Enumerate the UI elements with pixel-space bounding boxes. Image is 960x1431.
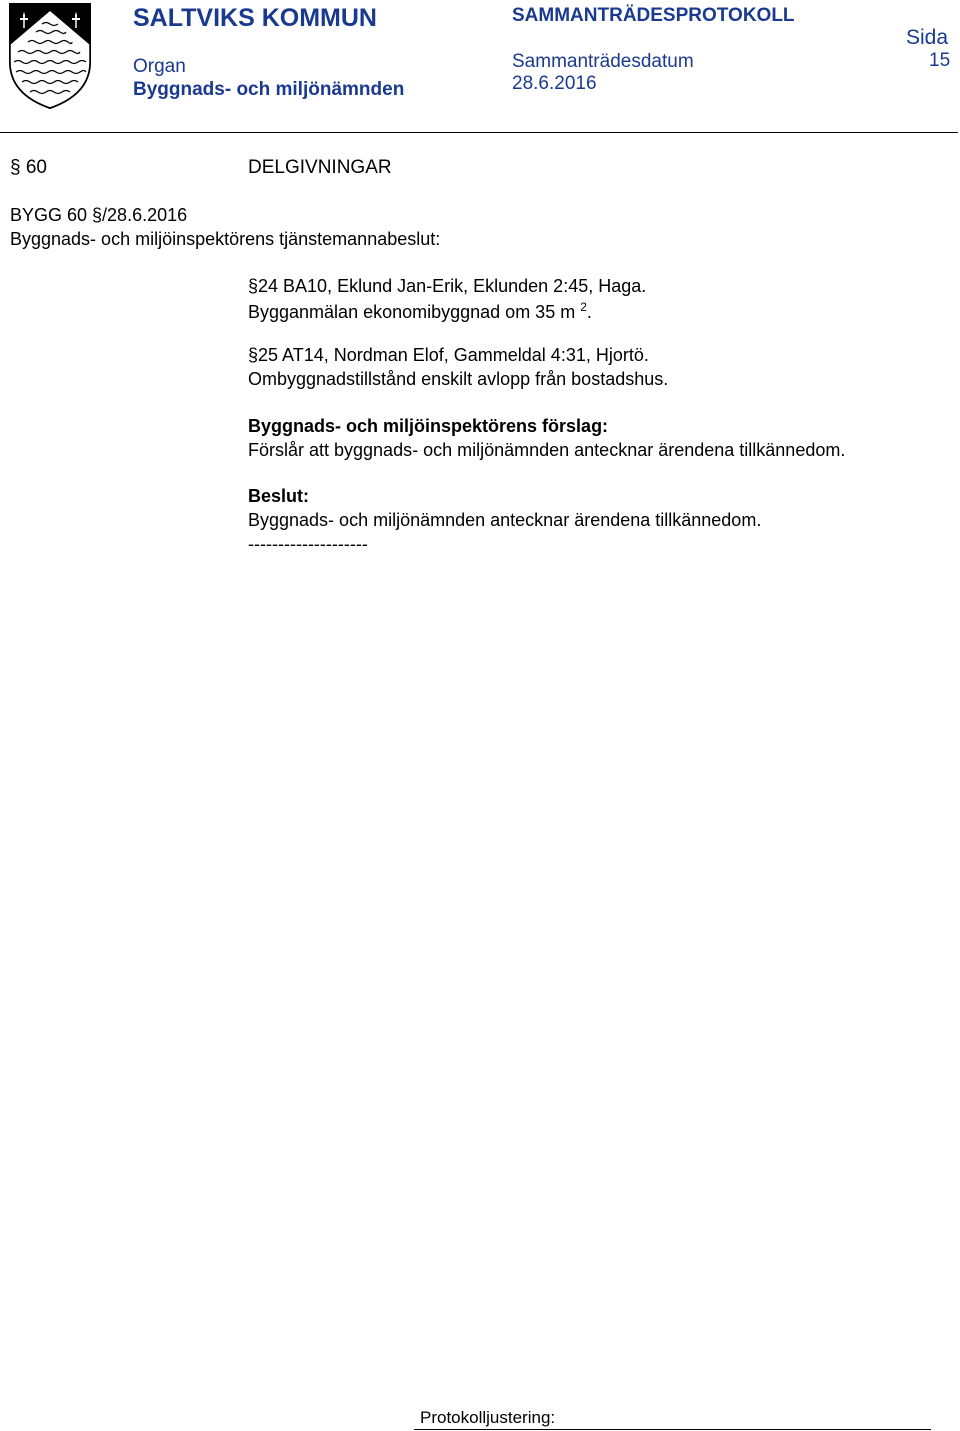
item-2-title: §25 AT14, Nordman Elof, Gammeldal 4:31, Hjortö. <box>248 345 649 365</box>
header-divider <box>0 132 958 133</box>
item-2-description: Ombyggnadstillstånd enskilt avlopp från bostadshus. <box>248 369 669 389</box>
municipal-coat-of-arms-icon <box>8 2 92 110</box>
footer-signature-line <box>414 1429 931 1430</box>
section-separator: -------------------- <box>248 534 368 554</box>
section-title: DELGIVNINGAR <box>248 157 392 178</box>
section-number: § 60 <box>10 157 47 178</box>
document-title: SAMMANTRÄDESPROTOKOLL <box>512 5 795 26</box>
proposal-text: Förslår att byggnads- och miljönämnden antecknar ärendena tillkännedom. <box>248 440 846 460</box>
page-label: Sida <box>906 26 949 49</box>
decision-text: Byggnads- och miljönämnden antecknar ärendena tillkännedom. <box>248 510 762 530</box>
organ-label: Organ <box>133 56 186 77</box>
case-reference: BYGG 60 §/28.6.2016 <box>10 205 188 225</box>
item-1-description: Bygganmälan ekonomibyggnad om 35 m $^2$. <box>248 300 592 322</box>
item-1-title: §24 BA10, Eklund Jan-Erik, Eklunden 2:45, Haga. <box>248 276 647 296</box>
proposal-heading: Byggnads- och miljöinspektörens förslag: <box>248 416 609 436</box>
municipality-name: SALTVIKS KOMMUN <box>133 4 377 32</box>
decision-heading: Beslut: <box>248 486 310 506</box>
organ-value: Byggnads- och miljönämnden <box>133 79 405 100</box>
item-1-superscript: 2 <box>580 300 587 314</box>
page-number: 15 <box>929 50 951 71</box>
meeting-date-label: Sammanträdesdatum <box>512 51 694 72</box>
intro-text: Byggnads- och miljöinspektörens tjänstemannabeslut: <box>10 229 441 249</box>
meeting-date-value: 28.6.2016 <box>512 73 597 94</box>
minutes-verification-label: Protokolljustering: <box>420 1408 556 1427</box>
